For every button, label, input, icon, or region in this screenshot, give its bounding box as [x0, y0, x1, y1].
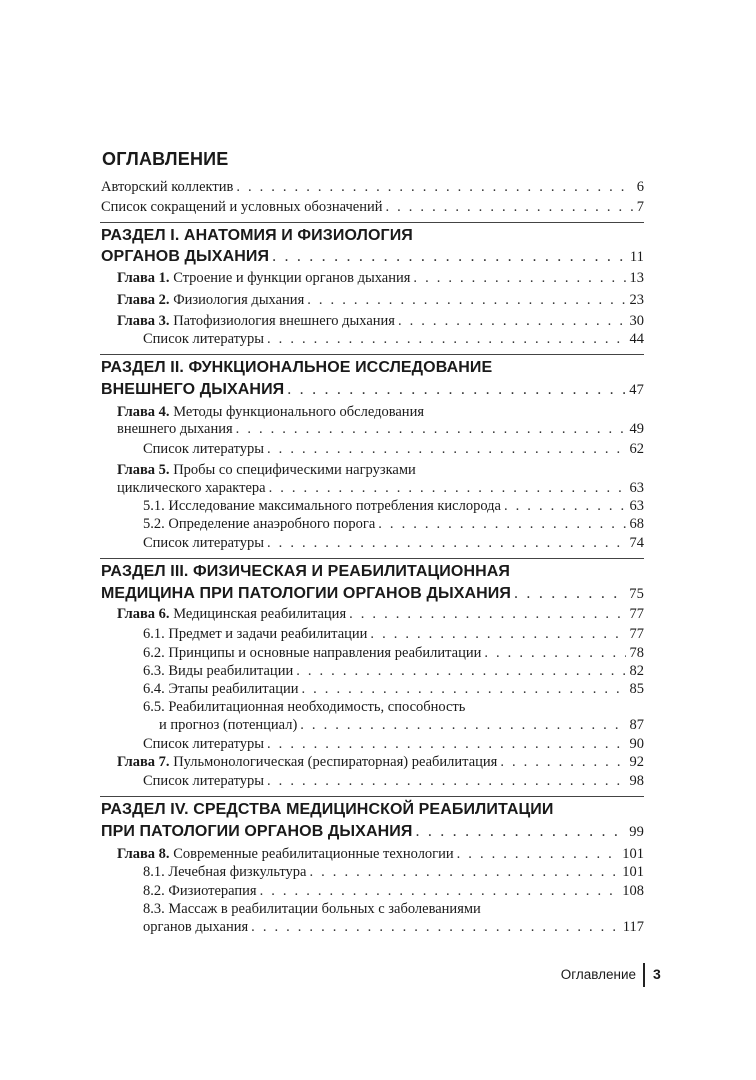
- page-number: 99: [629, 824, 644, 840]
- page-number: 13: [629, 270, 644, 286]
- entry-text: 5.2. Определение анаэробного порога: [143, 516, 376, 532]
- page-number: 77: [629, 606, 644, 622]
- folio-page-number: 3: [653, 966, 661, 982]
- entry-text: Методы функционального обследования: [173, 404, 424, 420]
- dot-leader: [484, 643, 625, 663]
- page-number: 85: [629, 681, 644, 697]
- toc-entry-chapter-3[interactable]: [117, 311, 644, 331]
- entry-text: Пробы со специфическими нагрузками: [173, 462, 416, 478]
- page-number: 63: [629, 480, 644, 496]
- dot-leader: [269, 478, 626, 498]
- chapter-label: Глава 7.: [117, 754, 170, 770]
- dot-leader: [413, 268, 625, 288]
- page-number: 6: [636, 179, 644, 195]
- entry-text: 8.1. Лечебная физкультура: [143, 864, 307, 880]
- section-4-heading-line1[interactable]: РАЗДЕЛ IV. СРЕДСТВА МЕДИЦИНСКОЙ РЕАБИЛИТАЦИИ: [101, 801, 554, 818]
- toc-entry-references[interactable]: [143, 734, 644, 754]
- section-divider: [100, 796, 644, 797]
- dot-leader: [307, 290, 625, 310]
- toc-entry-references[interactable]: [143, 771, 644, 791]
- dot-leader: [385, 197, 632, 217]
- dot-leader: [287, 379, 625, 401]
- dot-leader: [260, 881, 619, 901]
- entry-text: Патофизиология внешнего дыхания: [173, 313, 395, 329]
- toc-entry-references[interactable]: [143, 329, 644, 349]
- page-number: 92: [629, 754, 644, 770]
- page-number: 77: [629, 626, 644, 642]
- chapter-label: Глава 3.: [117, 313, 170, 329]
- page-number: 75: [629, 586, 644, 602]
- page-number: 117: [622, 919, 644, 935]
- section-1-heading-line1[interactable]: РАЗДЕЛ I. АНАТОМИЯ И ФИЗИОЛОГИЯ: [101, 227, 413, 244]
- page-number: 47: [629, 382, 644, 398]
- page-number: 98: [629, 773, 644, 789]
- dot-leader: [415, 821, 625, 843]
- page-number: 74: [629, 535, 644, 551]
- chapter-label: Глава 5.: [117, 462, 170, 478]
- dot-leader: [378, 514, 625, 534]
- toc-entry-subsection-8-1[interactable]: [143, 862, 644, 882]
- page-number: 101: [622, 846, 644, 862]
- toc-entry-chapter-5-cont[interactable]: [117, 478, 644, 498]
- page-number: 90: [629, 736, 644, 752]
- toc-title: ОГЛАВЛЕНИЕ: [102, 149, 229, 169]
- chapter-label: Глава 1.: [117, 270, 170, 286]
- dot-leader: [272, 246, 626, 268]
- entry-text: Список литературы: [143, 441, 265, 457]
- page-number: 68: [629, 516, 644, 532]
- entry-text: Список литературы: [143, 736, 265, 752]
- dot-leader: [300, 715, 625, 735]
- section-2-heading-line1[interactable]: РАЗДЕЛ II. ФУНКЦИОНАЛЬНОЕ ИССЛЕДОВАНИЕ: [101, 359, 493, 376]
- entry-text: Список литературы: [143, 535, 265, 551]
- toc-entry-subsection-8-3[interactable]: [143, 899, 481, 919]
- page-number: 87: [629, 717, 644, 733]
- dot-leader: [504, 496, 626, 516]
- toc-entry-chapter-6[interactable]: [117, 604, 644, 624]
- entry-text-cont: органов дыхания: [143, 919, 249, 935]
- page-number: 7: [636, 199, 644, 215]
- section-3-heading-line1[interactable]: РАЗДЕЛ III. ФИЗИЧЕСКАЯ И РЕАБИЛИТАЦИОННАЯ: [101, 563, 511, 580]
- dot-leader: [514, 583, 625, 605]
- toc-entry-subsection-8-3-cont[interactable]: [143, 917, 644, 937]
- entry-text: Авторский коллектив: [101, 179, 234, 195]
- section-3-heading-line2[interactable]: [101, 583, 644, 605]
- dot-leader: [500, 752, 625, 772]
- toc-entry-subsection-5-1[interactable]: [143, 496, 644, 516]
- dot-leader: [267, 734, 625, 754]
- section-2-heading-line2[interactable]: [101, 379, 644, 401]
- dot-leader: [236, 419, 626, 439]
- entry-text: Современные реабилитационные технологии: [173, 846, 454, 862]
- page-number: 108: [622, 883, 644, 899]
- entry-text: Медицинская реабилитация: [173, 606, 347, 622]
- entry-text: Строение и функции органов дыхания: [173, 270, 411, 286]
- dot-leader: [302, 679, 626, 699]
- entry-text-cont: внешнего дыхания: [117, 421, 233, 437]
- entry-text: Список сокращений и условных обозначений: [101, 199, 383, 215]
- dot-leader: [370, 624, 625, 644]
- page-number: 82: [629, 663, 644, 679]
- entry-text: Список литературы: [143, 331, 265, 347]
- dot-leader: [251, 917, 619, 937]
- page-number: 63: [629, 498, 644, 514]
- page-number: 78: [629, 645, 644, 661]
- page-number: 101: [622, 864, 644, 880]
- toc-entry-references[interactable]: [143, 533, 644, 553]
- dot-leader: [267, 329, 625, 349]
- toc-entry-chapter-2[interactable]: [117, 290, 644, 310]
- toc-entry-subsection-8-2[interactable]: [143, 881, 644, 901]
- section-title-text: МЕДИЦИНА ПРИ ПАТОЛОГИИ ОРГАНОВ ДЫХАНИЯ: [101, 585, 512, 602]
- section-title-text: ОРГАНОВ ДЫХАНИЯ: [101, 248, 270, 265]
- entry-text: 6.2. Принципы и основные направления реабилитации: [143, 645, 482, 661]
- toc-entry-references[interactable]: [143, 439, 644, 459]
- chapter-label: Глава 6.: [117, 606, 170, 622]
- toc-entry-abbreviations[interactable]: [101, 197, 644, 217]
- section-divider: [100, 222, 644, 223]
- page-number: 62: [629, 441, 644, 457]
- dot-leader: [310, 862, 619, 882]
- dot-leader: [349, 604, 625, 624]
- toc-entry-chapter-5[interactable]: [117, 460, 416, 480]
- toc-entry-subsection-6-2[interactable]: [143, 643, 644, 663]
- entry-text: 6.3. Виды реабилитации: [143, 663, 294, 679]
- entry-text: 8.3. Массаж в реабилитации больных с заболеваниями: [143, 901, 481, 917]
- dot-leader: [267, 533, 625, 553]
- chapter-label: Глава 4.: [117, 404, 170, 420]
- entry-text: 6.4. Этапы реабилитации: [143, 681, 299, 697]
- page-number: 49: [629, 421, 644, 437]
- section-divider: [100, 354, 644, 355]
- page-number: 30: [629, 313, 644, 329]
- entry-text: Пульмонологическая (респираторная) реабилитация: [173, 754, 498, 770]
- chapter-label: Глава 8.: [117, 846, 170, 862]
- section-4-heading-line2[interactable]: [101, 821, 644, 843]
- entry-text-cont: циклического характера: [117, 480, 266, 496]
- dot-leader: [296, 661, 625, 681]
- entry-text: Список литературы: [143, 773, 265, 789]
- toc-entry-authors[interactable]: [101, 177, 644, 197]
- toc-entry-chapter-1[interactable]: [117, 268, 644, 288]
- dot-leader: [236, 177, 632, 197]
- section-1-heading-line2[interactable]: [101, 246, 644, 268]
- toc-entry-chapter-4-cont[interactable]: [117, 419, 644, 439]
- dot-leader: [267, 439, 625, 459]
- dot-leader: [398, 311, 626, 331]
- toc-entry-subsection-6-4[interactable]: [143, 679, 644, 699]
- page-number: 44: [629, 331, 644, 347]
- toc-entry-subsection-6-3[interactable]: [143, 661, 644, 681]
- entry-text: 6.1. Предмет и задачи реабилитации: [143, 626, 368, 642]
- footer-divider: [643, 963, 645, 987]
- toc-entry-subsection-6-5-cont[interactable]: [159, 715, 644, 735]
- running-footer-label: Оглавление: [560, 967, 636, 982]
- toc-entry-subsection-5-2[interactable]: [143, 514, 644, 534]
- entry-text: 8.2. Физиотерапия: [143, 883, 257, 899]
- section-divider: [100, 558, 644, 559]
- toc-entry-chapter-8[interactable]: [117, 844, 644, 864]
- toc-entry-subsection-6-5[interactable]: [143, 697, 465, 717]
- dot-leader: [267, 771, 625, 791]
- entry-text: 5.1. Исследование максимального потребления кислорода: [143, 498, 501, 514]
- toc-entry-subsection-6-1[interactable]: [143, 624, 644, 644]
- page-number: 23: [629, 292, 644, 308]
- toc-entry-chapter-7[interactable]: [117, 752, 644, 772]
- dot-leader: [457, 844, 619, 864]
- entry-text-cont: и прогноз (потенциал): [159, 717, 298, 733]
- section-title-text: ВНЕШНЕГО ДЫХАНИЯ: [101, 381, 285, 398]
- section-title-text: ПРИ ПАТОЛОГИИ ОРГАНОВ ДЫХАНИЯ: [101, 823, 413, 840]
- chapter-label: Глава 2.: [117, 292, 170, 308]
- entry-text: 6.5. Реабилитационная необходимость, способность: [143, 699, 466, 715]
- page-number: 11: [629, 249, 644, 265]
- entry-text: Физиология дыхания: [173, 292, 305, 308]
